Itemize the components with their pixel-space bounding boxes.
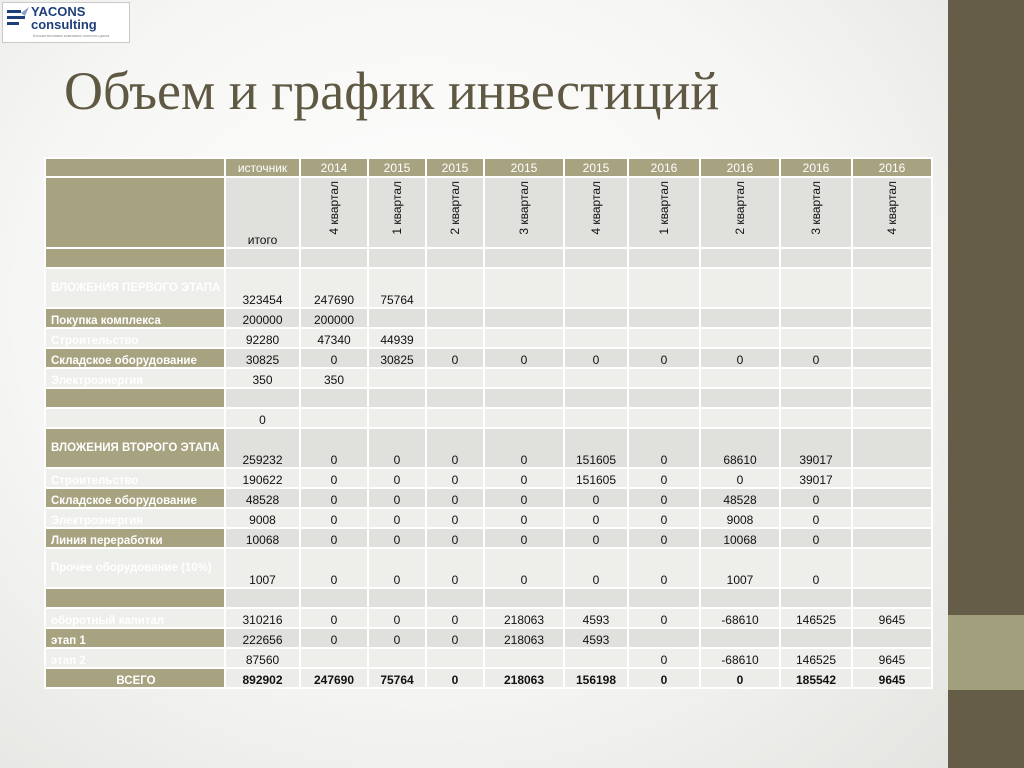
value-cell — [780, 308, 852, 328]
value-cell: -68610 — [700, 608, 780, 628]
value-cell — [852, 368, 932, 388]
value-cell — [628, 408, 700, 428]
value-cell: 0 — [368, 548, 426, 588]
value-cell — [780, 248, 852, 268]
value-cell — [852, 308, 932, 328]
value-cell: 0 — [564, 528, 628, 548]
value-cell: 0 — [300, 488, 368, 508]
table-row — [45, 488, 932, 508]
value-cell: 892902 — [225, 668, 300, 688]
value-cell: 146525 — [780, 648, 852, 668]
header-year: 2015 — [564, 158, 628, 177]
table-row — [45, 508, 932, 528]
value-cell — [300, 588, 368, 608]
value-cell — [426, 328, 484, 348]
value-cell — [700, 268, 780, 308]
value-cell — [484, 588, 564, 608]
value-cell: 0 — [628, 348, 700, 368]
value-cell — [564, 648, 628, 668]
value-cell: 10068 — [700, 528, 780, 548]
value-cell — [300, 408, 368, 428]
value-cell — [852, 508, 932, 528]
value-cell — [852, 388, 932, 408]
value-cell: 0 — [780, 508, 852, 528]
value-cell: 92280 — [225, 328, 300, 348]
row-label: Складское оборудование — [45, 348, 225, 368]
value-cell: 0 — [300, 508, 368, 528]
value-cell: 0 — [368, 468, 426, 488]
value-cell: 0 — [780, 488, 852, 508]
value-cell: 218063 — [484, 628, 564, 648]
header-year: 2016 — [780, 158, 852, 177]
value-cell: 0 — [484, 548, 564, 588]
company-logo — [2, 2, 130, 43]
value-cell: 0 — [484, 428, 564, 468]
header-year: 2016 — [628, 158, 700, 177]
value-cell — [852, 548, 932, 588]
value-cell: 0 — [300, 528, 368, 548]
value-cell — [368, 648, 426, 668]
value-cell: 68610 — [700, 428, 780, 468]
value-cell: 0 — [300, 468, 368, 488]
value-cell — [628, 308, 700, 328]
value-cell — [852, 428, 932, 468]
value-cell: 0 — [564, 548, 628, 588]
value-cell — [426, 388, 484, 408]
value-cell: 30825 — [368, 348, 426, 368]
value-cell — [426, 248, 484, 268]
value-cell — [484, 648, 564, 668]
table-row — [45, 268, 932, 308]
header-year: 2014 — [300, 158, 368, 177]
header-year: 2015 — [368, 158, 426, 177]
value-cell: 218063 — [484, 608, 564, 628]
row-label: ВЛОЖЕНИЯ ВТОРОГО ЭТАПА — [45, 428, 225, 468]
value-cell — [484, 308, 564, 328]
value-cell — [780, 588, 852, 608]
value-cell: 44939 — [368, 328, 426, 348]
value-cell: 0 — [484, 488, 564, 508]
row-label: Электроэнергия — [45, 368, 225, 388]
value-cell — [780, 408, 852, 428]
quarter-cell — [426, 177, 484, 248]
value-cell: 30825 — [225, 348, 300, 368]
value-cell: 151605 — [564, 428, 628, 468]
quarter-cell — [484, 177, 564, 248]
quarter-cell — [628, 177, 700, 248]
value-cell — [700, 328, 780, 348]
value-cell — [700, 308, 780, 328]
value-cell: 4593 — [564, 608, 628, 628]
value-cell — [368, 248, 426, 268]
table-row — [45, 408, 932, 428]
value-cell: 0 — [628, 548, 700, 588]
table-row — [45, 608, 932, 628]
quarter-label: 1 квартал — [657, 181, 671, 235]
value-cell: 323454 — [225, 268, 300, 308]
row-label: Складское оборудование — [45, 488, 225, 508]
value-cell — [426, 368, 484, 388]
row-label: Строительство — [45, 468, 225, 488]
logo-tagline: Консалтинговая компания полного цикла — [33, 33, 110, 38]
table-row — [45, 248, 932, 268]
value-cell: 200000 — [225, 308, 300, 328]
value-cell: 0 — [628, 428, 700, 468]
value-cell: 0 — [628, 508, 700, 528]
header-year: 2015 — [484, 158, 564, 177]
value-cell: 0 — [368, 508, 426, 528]
value-cell: 0 — [484, 468, 564, 488]
quarter-cell — [780, 177, 852, 248]
value-cell — [484, 408, 564, 428]
value-cell — [700, 588, 780, 608]
value-cell: 0 — [426, 348, 484, 368]
logo-mark-icon — [7, 7, 29, 29]
value-cell: 0 — [426, 608, 484, 628]
total-label: итого — [225, 177, 300, 248]
value-cell — [628, 248, 700, 268]
row-label: Электроэнергия — [45, 508, 225, 528]
quarter-label: 4 квартал — [327, 181, 341, 235]
value-cell — [700, 248, 780, 268]
value-cell — [484, 248, 564, 268]
row-label — [45, 388, 225, 408]
value-cell — [300, 248, 368, 268]
value-cell: 4593 — [564, 628, 628, 648]
value-cell — [225, 388, 300, 408]
value-cell — [628, 328, 700, 348]
quarter-corner — [45, 177, 225, 248]
table-row — [45, 628, 932, 648]
value-cell: 247690 — [300, 268, 368, 308]
value-cell: 9645 — [852, 608, 932, 628]
value-cell — [484, 368, 564, 388]
value-cell: 0 — [368, 428, 426, 468]
value-cell: 156198 — [564, 668, 628, 688]
value-cell — [628, 388, 700, 408]
value-cell: 0 — [700, 468, 780, 488]
value-cell: 0 — [426, 488, 484, 508]
row-label: Строительство — [45, 328, 225, 348]
quarter-label: 3 квартал — [809, 181, 823, 235]
table-row — [45, 468, 932, 488]
value-cell — [426, 268, 484, 308]
value-cell: 0 — [368, 488, 426, 508]
value-cell: 151605 — [564, 468, 628, 488]
value-cell — [780, 628, 852, 648]
value-cell: 0 — [300, 628, 368, 648]
row-label: оборотный капитал — [45, 608, 225, 628]
value-cell — [700, 368, 780, 388]
value-cell — [564, 588, 628, 608]
value-cell — [426, 588, 484, 608]
row-label — [45, 248, 225, 268]
value-cell: 247690 — [300, 668, 368, 688]
quarter-label: 2 квартал — [448, 181, 462, 235]
value-cell: 222656 — [225, 628, 300, 648]
value-cell: 0 — [368, 528, 426, 548]
table-row — [45, 308, 932, 328]
value-cell: 0 — [700, 348, 780, 368]
value-cell: 218063 — [484, 668, 564, 688]
value-cell — [628, 368, 700, 388]
value-cell — [564, 268, 628, 308]
value-cell: 0 — [484, 348, 564, 368]
value-cell — [852, 628, 932, 648]
value-cell — [852, 588, 932, 608]
value-cell — [225, 248, 300, 268]
value-cell: 259232 — [225, 428, 300, 468]
logo-text-yacons: YACONS — [31, 4, 86, 19]
value-cell: 75764 — [368, 268, 426, 308]
header-source: источник — [225, 158, 300, 177]
value-cell: 9645 — [852, 668, 932, 688]
value-cell: 310216 — [225, 608, 300, 628]
value-cell: -68610 — [700, 648, 780, 668]
value-cell — [484, 328, 564, 348]
value-cell: 0 — [368, 628, 426, 648]
value-cell: 9645 — [852, 648, 932, 668]
value-cell — [564, 328, 628, 348]
value-cell: 0 — [564, 508, 628, 528]
value-cell: 9008 — [225, 508, 300, 528]
right-decor-accent — [948, 615, 1024, 690]
row-label — [45, 408, 225, 428]
value-cell — [564, 368, 628, 388]
value-cell: 0 — [564, 488, 628, 508]
value-cell: 0 — [628, 528, 700, 548]
value-cell — [564, 408, 628, 428]
quarter-label: 2 квартал — [733, 181, 747, 235]
value-cell: 48528 — [225, 488, 300, 508]
value-cell: 75764 — [368, 668, 426, 688]
value-cell: 0 — [780, 348, 852, 368]
value-cell: 0 — [564, 348, 628, 368]
value-cell: 0 — [426, 428, 484, 468]
value-cell: 0 — [426, 508, 484, 528]
header-year: 2015 — [426, 158, 484, 177]
value-cell — [852, 328, 932, 348]
value-cell: 0 — [628, 468, 700, 488]
value-cell — [852, 468, 932, 488]
value-cell: 0 — [426, 528, 484, 548]
table-row — [45, 388, 932, 408]
value-cell: 0 — [300, 548, 368, 588]
value-cell: 0 — [426, 468, 484, 488]
value-cell: 0 — [628, 668, 700, 688]
value-cell: 0 — [426, 548, 484, 588]
value-cell: 0 — [780, 548, 852, 588]
value-cell: 87560 — [225, 648, 300, 668]
value-cell: 0 — [484, 508, 564, 528]
header-row — [45, 158, 932, 177]
value-cell — [700, 628, 780, 648]
value-cell — [780, 268, 852, 308]
value-cell: 200000 — [300, 308, 368, 328]
table-row — [45, 648, 932, 668]
value-cell — [484, 268, 564, 308]
value-cell: 350 — [300, 368, 368, 388]
row-label: этап 1 — [45, 628, 225, 648]
value-cell: 1007 — [700, 548, 780, 588]
value-cell — [852, 348, 932, 368]
row-label: Покупка комплекса — [45, 308, 225, 328]
table-row — [45, 348, 932, 368]
value-cell: 0 — [780, 528, 852, 548]
quarter-cell — [700, 177, 780, 248]
value-cell — [368, 408, 426, 428]
quarter-row — [45, 177, 932, 248]
quarter-label: 4 квартал — [589, 181, 603, 235]
table-row — [45, 428, 932, 468]
value-cell — [368, 308, 426, 328]
value-cell: 39017 — [780, 468, 852, 488]
value-cell: 0 — [300, 428, 368, 468]
value-cell: 9008 — [700, 508, 780, 528]
value-cell: 0 — [426, 628, 484, 648]
value-cell — [426, 648, 484, 668]
value-cell — [300, 388, 368, 408]
value-cell — [564, 388, 628, 408]
value-cell: 146525 — [780, 608, 852, 628]
value-cell: 185542 — [780, 668, 852, 688]
value-cell — [628, 588, 700, 608]
quarter-label: 1 квартал — [390, 181, 404, 235]
value-cell — [700, 408, 780, 428]
value-cell — [852, 408, 932, 428]
table-row — [45, 328, 932, 348]
header-corner — [45, 158, 225, 177]
total-row — [45, 668, 932, 688]
value-cell — [780, 368, 852, 388]
header-year: 2016 — [700, 158, 780, 177]
value-cell — [225, 588, 300, 608]
value-cell — [564, 308, 628, 328]
value-cell — [484, 388, 564, 408]
value-cell — [426, 308, 484, 328]
investment-table — [44, 157, 933, 689]
table-row — [45, 528, 932, 548]
value-cell: 190622 — [225, 468, 300, 488]
value-cell — [780, 328, 852, 348]
value-cell — [700, 388, 780, 408]
quarter-cell — [300, 177, 368, 248]
value-cell: 0 — [426, 668, 484, 688]
value-cell — [564, 248, 628, 268]
value-cell: 48528 — [700, 488, 780, 508]
table-row — [45, 588, 932, 608]
value-cell: 0 — [300, 348, 368, 368]
value-cell: 0 — [225, 408, 300, 428]
value-cell — [852, 268, 932, 308]
row-label: Линия переработки — [45, 528, 225, 548]
value-cell: 0 — [700, 668, 780, 688]
value-cell — [368, 588, 426, 608]
quarter-cell — [564, 177, 628, 248]
quarter-label: 4 квартал — [885, 181, 899, 235]
value-cell — [852, 488, 932, 508]
quarter-cell — [368, 177, 426, 248]
value-cell: 10068 — [225, 528, 300, 548]
value-cell — [852, 248, 932, 268]
value-cell: 0 — [484, 528, 564, 548]
value-cell: 0 — [368, 608, 426, 628]
page-title: Объем и график инвестиций — [64, 61, 720, 121]
value-cell: 0 — [628, 488, 700, 508]
table-row — [45, 368, 932, 388]
value-cell: 0 — [628, 608, 700, 628]
value-cell — [300, 648, 368, 668]
value-cell — [628, 628, 700, 648]
row-label: ВСЕГО — [45, 668, 225, 688]
quarter-cell — [852, 177, 932, 248]
value-cell — [368, 368, 426, 388]
value-cell: 350 — [225, 368, 300, 388]
value-cell — [852, 528, 932, 548]
row-label: Прочее оборудование (10%) — [45, 548, 225, 588]
row-label: этап 2 — [45, 648, 225, 668]
quarter-label: 3 квартал — [517, 181, 531, 235]
header-year: 2016 — [852, 158, 932, 177]
table-row — [45, 548, 932, 588]
value-cell: 47340 — [300, 328, 368, 348]
value-cell: 0 — [628, 648, 700, 668]
value-cell: 0 — [300, 608, 368, 628]
value-cell — [426, 408, 484, 428]
row-label: ВЛОЖЕНИЯ ПЕРВОГО ЭТАПА — [45, 268, 225, 308]
value-cell: 1007 — [225, 548, 300, 588]
logo-text-consulting: consulting — [31, 17, 97, 32]
row-label — [45, 588, 225, 608]
value-cell — [780, 388, 852, 408]
value-cell: 39017 — [780, 428, 852, 468]
value-cell — [628, 268, 700, 308]
value-cell — [368, 388, 426, 408]
